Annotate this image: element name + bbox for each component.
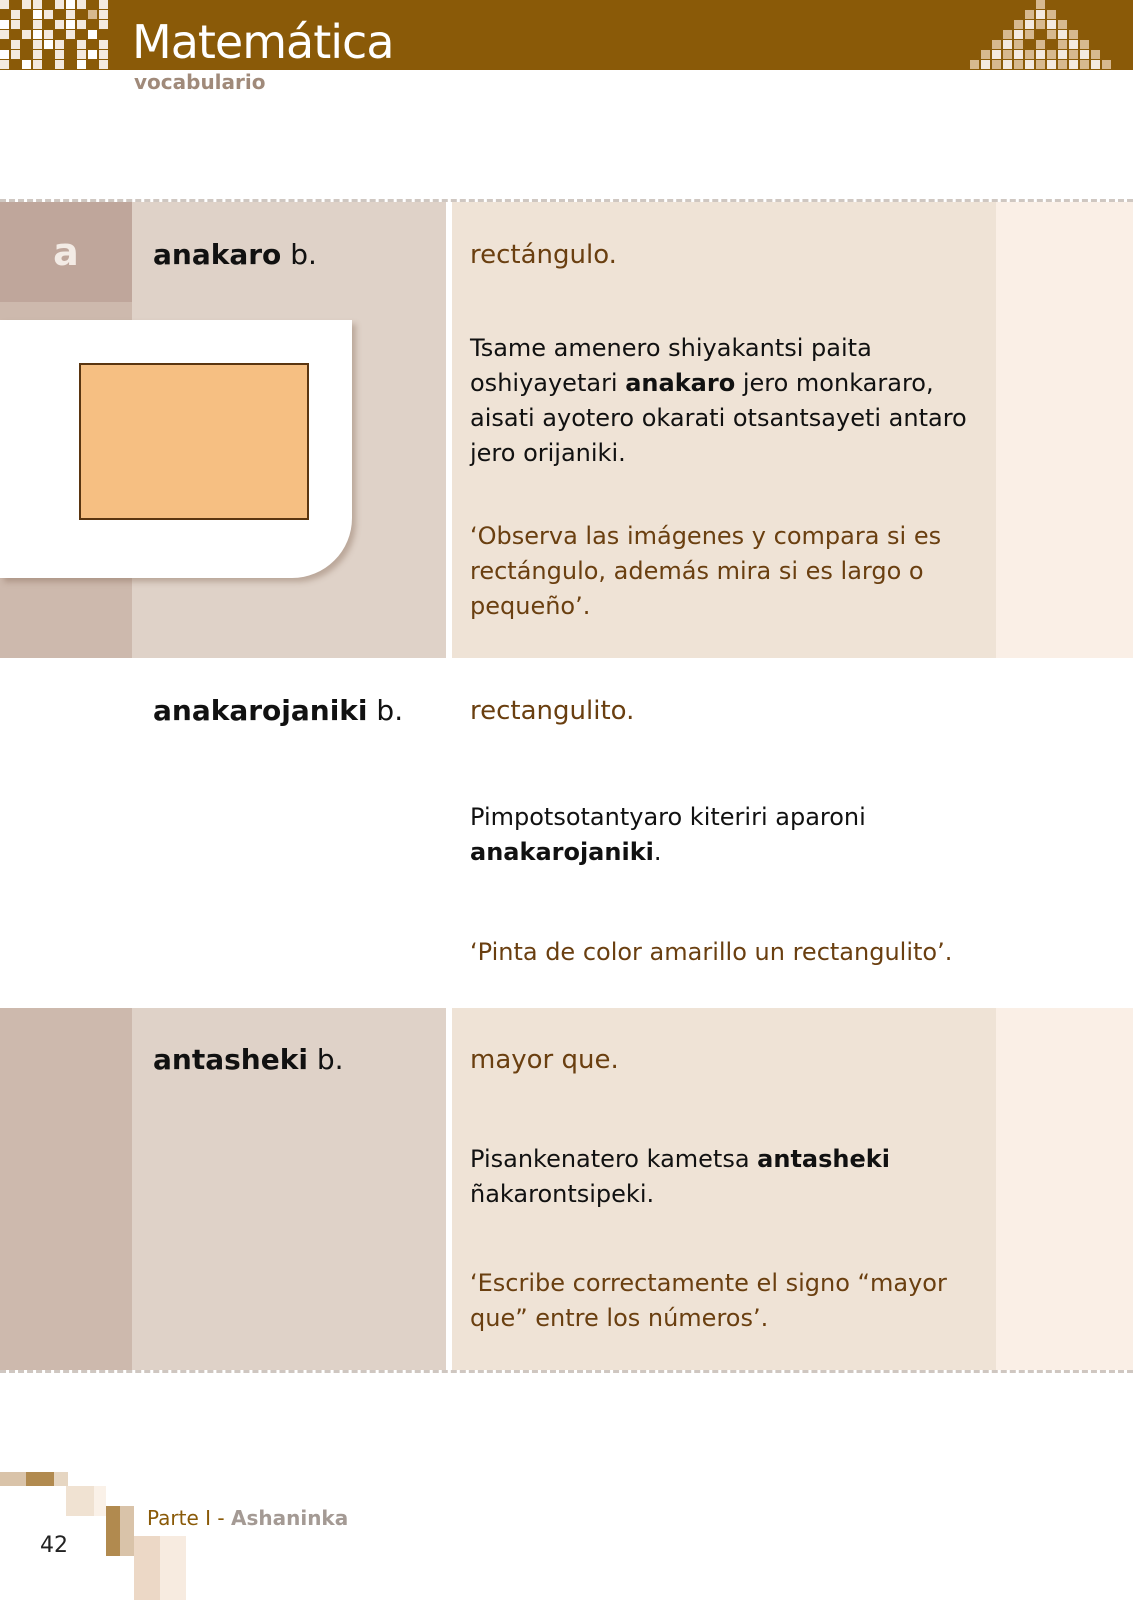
header-pattern-pixel bbox=[11, 0, 20, 9]
header-pattern-pixel bbox=[1091, 50, 1100, 59]
header-pattern-pixel bbox=[44, 20, 53, 29]
header-pattern-pixel bbox=[0, 30, 9, 39]
footer-label: Parte I - Ashaninka bbox=[147, 1506, 349, 1530]
header-pattern-pixel bbox=[44, 0, 53, 9]
header-pattern-pixel bbox=[55, 30, 64, 39]
example-sentence: Pimpotsotantyaro kiteriri aparoni anakarojaniki. bbox=[470, 803, 866, 866]
header-pattern-pixel bbox=[55, 0, 64, 9]
header-pattern-pixel bbox=[55, 40, 64, 49]
header-pattern-pixel bbox=[0, 50, 9, 59]
header-pattern-pixel bbox=[992, 60, 1001, 69]
header-pattern-pixel bbox=[99, 20, 108, 29]
header-pattern-pixel bbox=[1069, 40, 1078, 49]
header-pattern-pixel bbox=[77, 60, 86, 69]
letter-box bbox=[0, 202, 132, 302]
header-pattern-pixel bbox=[1025, 40, 1034, 49]
header-pattern-pixel bbox=[1025, 30, 1034, 39]
header-pattern-pixel bbox=[99, 30, 108, 39]
header-pattern-pixel bbox=[11, 20, 20, 29]
header-pattern-pixel bbox=[1058, 20, 1067, 29]
header-pattern-pixel bbox=[55, 50, 64, 59]
section-letter: a bbox=[53, 230, 79, 274]
header-pattern-pixel bbox=[44, 60, 53, 69]
header-pattern-pixel bbox=[66, 0, 75, 9]
entry-translation: mayor que. bbox=[470, 1045, 619, 1075]
header-pattern-pixel bbox=[1003, 40, 1012, 49]
header-pattern-pixel bbox=[55, 60, 64, 69]
row1-col3 bbox=[996, 202, 1133, 658]
header-pattern-pixel bbox=[88, 50, 97, 59]
entry-term: antasheki b. bbox=[153, 1043, 344, 1076]
header-pattern-pixel bbox=[44, 10, 53, 19]
header-pattern-pixel bbox=[1080, 60, 1089, 69]
header-pattern-pixel bbox=[88, 60, 97, 69]
header-pattern-pixel bbox=[1058, 50, 1067, 59]
header-pattern-pixel bbox=[1025, 10, 1034, 19]
header-pattern-pixel bbox=[55, 20, 64, 29]
header-pattern-pixel bbox=[22, 50, 31, 59]
bottom-divider bbox=[0, 1370, 1133, 1373]
header-pattern-pixel bbox=[1014, 30, 1023, 39]
header-pattern-pixel bbox=[88, 20, 97, 29]
header-pattern-pixel bbox=[33, 10, 42, 19]
header-pattern-pixel bbox=[1047, 10, 1056, 19]
header-pattern-pixel bbox=[99, 0, 108, 9]
row3-col1a bbox=[0, 1008, 132, 1370]
header-pattern-pixel bbox=[1091, 60, 1100, 69]
header-pattern-pixel bbox=[1025, 60, 1034, 69]
header-pattern-pixel bbox=[1036, 50, 1045, 59]
header-pattern-pixel bbox=[66, 30, 75, 39]
header-pattern-pixel bbox=[22, 30, 31, 39]
header-pattern-pixel bbox=[11, 10, 20, 19]
header-pattern-pixel bbox=[1080, 40, 1089, 49]
header-pattern-pixel bbox=[11, 40, 20, 49]
header-pattern-pixel bbox=[1047, 40, 1056, 49]
row3-col3 bbox=[996, 1008, 1133, 1370]
entry-term: anakaro b. bbox=[153, 238, 317, 271]
header-pattern-pixel bbox=[33, 30, 42, 39]
header-pattern-pixel bbox=[77, 20, 86, 29]
header-pattern-pixel bbox=[88, 30, 97, 39]
header-pattern-pixel bbox=[1047, 20, 1056, 29]
header-pattern-left bbox=[0, 0, 120, 70]
header-pattern-pixel bbox=[44, 30, 53, 39]
header-pattern-pixel bbox=[1047, 50, 1056, 59]
header-pattern-pixel bbox=[66, 10, 75, 19]
header-pattern-pixel bbox=[99, 10, 108, 19]
entry-term: anakarojaniki b. bbox=[153, 694, 404, 727]
header-pattern-pixel bbox=[1102, 60, 1111, 69]
header-pattern-pixel bbox=[1036, 0, 1045, 9]
example-sentence: Tsame amenero shiyakantsi paita oshiyayetari anakaro jero monkararo, aisati ayotero okarati otsantsayeti antaro jero orijaniki. bbox=[470, 334, 967, 467]
header-pattern-pixel bbox=[1003, 30, 1012, 39]
header-pattern-pixel bbox=[1036, 10, 1045, 19]
header-pattern-pixel bbox=[981, 60, 990, 69]
header-pattern-pixel bbox=[44, 40, 53, 49]
header-pattern-pixel bbox=[77, 30, 86, 39]
header-pattern-pixel bbox=[88, 0, 97, 9]
rectangle-illustration bbox=[79, 363, 309, 520]
header-pattern-pixel bbox=[99, 60, 108, 69]
footer-pattern bbox=[0, 1470, 200, 1600]
header-pattern-pixel bbox=[1069, 30, 1078, 39]
header-pattern-pixel bbox=[1014, 60, 1023, 69]
page-subtitle: vocabulario bbox=[134, 70, 266, 94]
header-pattern-pixel bbox=[1069, 50, 1078, 59]
header-pattern-pixel bbox=[981, 50, 990, 59]
header-pattern-pixel bbox=[66, 60, 75, 69]
header-pattern-pixel bbox=[992, 40, 1001, 49]
header-pattern-pixel bbox=[22, 40, 31, 49]
header-pattern-pixel bbox=[1080, 50, 1089, 59]
header-pattern-pixel bbox=[1014, 40, 1023, 49]
header-pattern-pixel bbox=[33, 20, 42, 29]
header-pattern-pixel bbox=[1003, 60, 1012, 69]
header-pattern-pixel bbox=[77, 50, 86, 59]
header-pattern-pixel bbox=[1036, 20, 1045, 29]
header-pattern-pixel bbox=[77, 10, 86, 19]
header-pattern-pixel bbox=[992, 50, 1001, 59]
entry-translation: rectángulo. bbox=[470, 240, 617, 270]
header-pattern-pixel bbox=[33, 60, 42, 69]
header-pattern-pixel bbox=[11, 50, 20, 59]
header-pattern-pixel bbox=[88, 40, 97, 49]
page-title: Matemática bbox=[132, 15, 394, 69]
header-pattern-pixel bbox=[0, 10, 9, 19]
header-pattern-pixel bbox=[88, 10, 97, 19]
header-pattern-pixel bbox=[77, 40, 86, 49]
header-pattern-pixel bbox=[1047, 30, 1056, 39]
header-pattern-pixel bbox=[1058, 40, 1067, 49]
header-pattern-pixel bbox=[22, 10, 31, 19]
header-pattern-pixel bbox=[1036, 30, 1045, 39]
header-pattern-right bbox=[970, 0, 1120, 70]
illustration-card bbox=[0, 320, 352, 578]
example-translation: ‘Observa las imágenes y compara si es rectángulo, además mira si es largo o pequeño’. bbox=[470, 522, 942, 620]
header-pattern-pixel bbox=[66, 40, 75, 49]
header-pattern-pixel bbox=[11, 30, 20, 39]
header-pattern-pixel bbox=[33, 40, 42, 49]
header-pattern-pixel bbox=[99, 50, 108, 59]
header-pattern-pixel bbox=[1069, 60, 1078, 69]
header-pattern-pixel bbox=[33, 0, 42, 9]
header-pattern-pixel bbox=[66, 50, 75, 59]
page-number: 42 bbox=[40, 1533, 68, 1558]
header-pattern-pixel bbox=[0, 60, 9, 69]
header-pattern-pixel bbox=[0, 0, 9, 9]
header-pattern-pixel bbox=[33, 50, 42, 59]
entry-translation: rectangulito. bbox=[470, 696, 635, 726]
header-pattern-pixel bbox=[22, 60, 31, 69]
example-sentence: Pisankenatero kametsa antasheki ñakarontsipeki. bbox=[470, 1145, 890, 1208]
header-pattern-pixel bbox=[1047, 60, 1056, 69]
header-pattern-pixel bbox=[66, 20, 75, 29]
example-translation: ‘Escribe correctamente el signo “mayor que” entre los números’. bbox=[470, 1269, 947, 1332]
header-pattern-pixel bbox=[970, 60, 979, 69]
header-pattern-pixel bbox=[55, 10, 64, 19]
header-pattern-pixel bbox=[22, 0, 31, 9]
header-pattern-pixel bbox=[1036, 60, 1045, 69]
header-pattern-pixel bbox=[1014, 20, 1023, 29]
header-pattern-pixel bbox=[44, 50, 53, 59]
header-pattern-pixel bbox=[1036, 40, 1045, 49]
header-pattern-pixel bbox=[1014, 50, 1023, 59]
header-pattern-pixel bbox=[1058, 30, 1067, 39]
header-pattern-pixel bbox=[0, 20, 9, 29]
header-pattern-pixel bbox=[1025, 50, 1034, 59]
header-pattern-pixel bbox=[1003, 50, 1012, 59]
header-pattern-pixel bbox=[1025, 20, 1034, 29]
example-translation: ‘Pinta de color amarillo un rectangulito’. bbox=[470, 938, 953, 966]
header-pattern-pixel bbox=[99, 40, 108, 49]
header-pattern-pixel bbox=[22, 20, 31, 29]
header-pattern-pixel bbox=[77, 0, 86, 9]
header-pattern-pixel bbox=[11, 60, 20, 69]
header-pattern-pixel bbox=[0, 40, 9, 49]
header-pattern-pixel bbox=[1058, 60, 1067, 69]
